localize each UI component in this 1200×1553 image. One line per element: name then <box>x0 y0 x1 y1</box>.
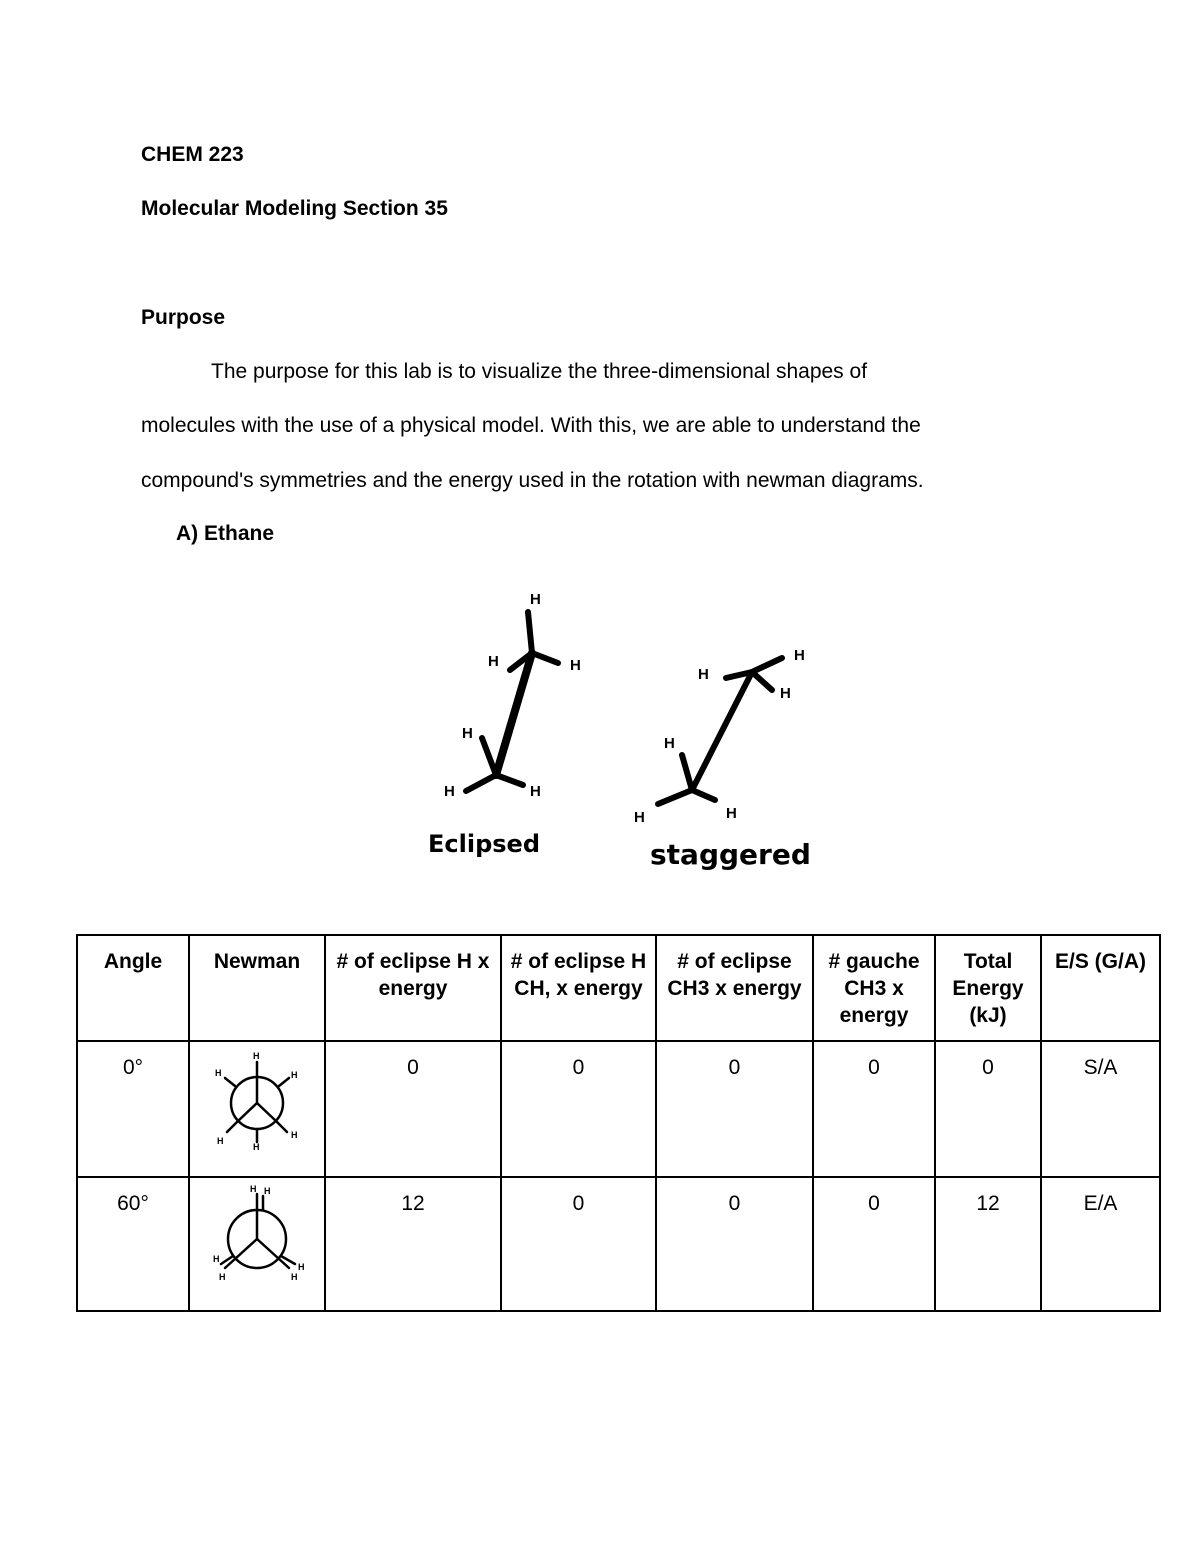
eclipse-ch3-cell: 0 <box>656 1177 813 1311</box>
ethane-sketch <box>410 580 840 890</box>
column-header: # of eclipse H x energy <box>325 935 501 1041</box>
ethane-heading: A) Ethane <box>176 522 275 545</box>
atom-label: H <box>250 1184 257 1194</box>
total-energy-cell: 12 <box>935 1177 1041 1311</box>
gauche-ch3-cell: 0 <box>813 1041 935 1177</box>
atom-label: H <box>780 685 791 702</box>
column-header: # gauche CH3 x energy <box>813 935 935 1041</box>
newman-cell <box>189 1041 325 1177</box>
column-header: E/S (G/A) <box>1041 935 1160 1041</box>
table-header-row <box>77 935 1160 1041</box>
angle-cell: 60° <box>77 1177 189 1311</box>
ethane-sketch-svg <box>410 580 840 890</box>
column-header: Angle <box>77 935 189 1041</box>
atom-label: H <box>291 1070 298 1080</box>
atom-label: H <box>213 1254 220 1264</box>
atom-label: H <box>530 783 541 800</box>
column-header: Newman <box>189 935 325 1041</box>
atom-label: H <box>698 666 709 683</box>
atom-label: H <box>298 1262 305 1272</box>
atom-label: H <box>664 735 675 752</box>
es-cell: E/A <box>1041 1177 1160 1311</box>
section-title: Molecular Modeling Section 35 <box>141 197 448 220</box>
table-row <box>77 1177 1160 1311</box>
eclipse-h-ch-cell: 0 <box>501 1041 656 1177</box>
purpose-line-1: The purpose for this lab is to visualize the three-dimensional shapes of <box>211 360 868 383</box>
total-energy-cell: 0 <box>935 1041 1041 1177</box>
eclipse-h-cell: 12 <box>325 1177 501 1311</box>
atom-label: H <box>217 1136 224 1146</box>
atom-label: H <box>253 1142 260 1152</box>
atom-label: H <box>253 1051 260 1061</box>
newman-projection-eclipsed <box>207 1184 307 1294</box>
es-cell: S/A <box>1041 1041 1160 1177</box>
angle-cell: 0° <box>77 1041 189 1177</box>
atom-label: H <box>219 1272 226 1282</box>
atom-label: H <box>794 647 805 664</box>
atom-label: H <box>291 1130 298 1140</box>
newman-cell <box>189 1177 325 1311</box>
table-row <box>77 1041 1160 1177</box>
column-header: Total Energy (kJ) <box>935 935 1041 1041</box>
gauche-ch3-cell: 0 <box>813 1177 935 1311</box>
column-header: # of eclipse H CH, x energy <box>501 935 656 1041</box>
atom-label: H <box>215 1068 222 1078</box>
energy-table <box>76 934 1161 1312</box>
atom-label: H <box>570 657 581 674</box>
purpose-line-2: molecules with the use of a physical model. With this, we are able to understand the <box>141 414 921 437</box>
eclipsed-label: Eclipsed <box>428 830 540 858</box>
atom-label: H <box>634 809 645 826</box>
eclipse-h-ch-cell: 0 <box>501 1177 656 1311</box>
staggered-label: staggered <box>650 838 811 871</box>
column-header: # of eclipse CH3 x energy <box>656 935 813 1041</box>
atom-label: H <box>291 1272 298 1282</box>
newman-projection-staggered <box>207 1048 307 1158</box>
atom-label: H <box>264 1186 271 1196</box>
atom-label: H <box>530 591 541 608</box>
eclipse-h-cell: 0 <box>325 1041 501 1177</box>
purpose-heading: Purpose <box>141 306 226 329</box>
eclipse-ch3-cell: 0 <box>656 1041 813 1177</box>
atom-label: H <box>444 783 455 800</box>
purpose-line-3: compound's symmetries and the energy used in the rotation with newman diagrams. <box>141 469 924 492</box>
atom-label: H <box>488 653 499 670</box>
atom-label: H <box>726 805 737 822</box>
course-title: CHEM 223 <box>141 143 244 166</box>
atom-label: H <box>462 725 473 742</box>
